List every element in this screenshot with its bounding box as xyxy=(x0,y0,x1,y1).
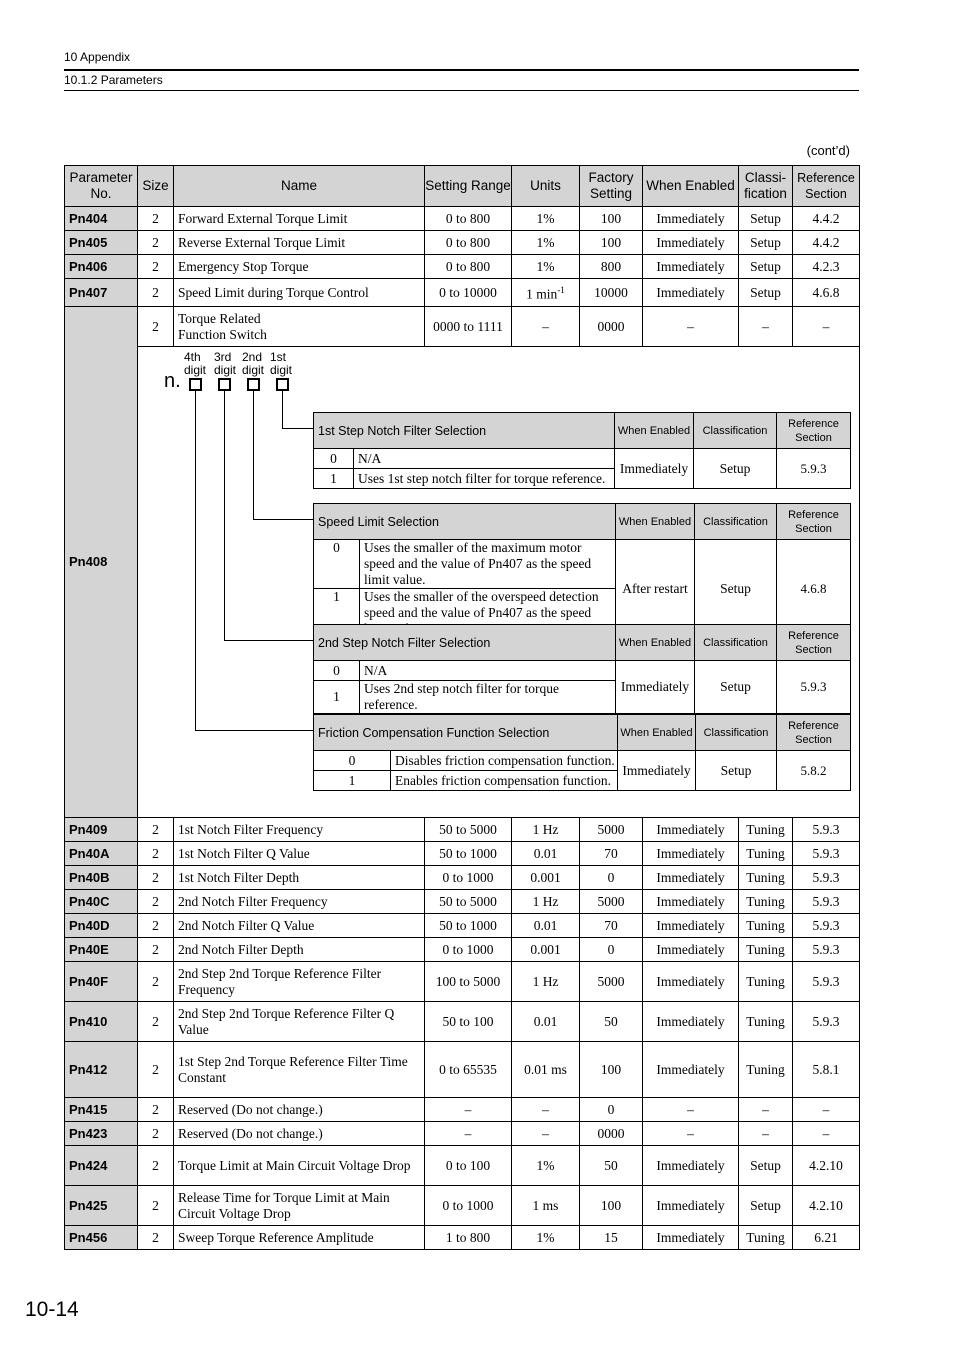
param-no: Pn409 xyxy=(65,818,138,842)
table-row xyxy=(65,1042,860,1098)
param-when: – xyxy=(643,1122,739,1146)
param-size: 2 xyxy=(138,1226,174,1250)
param-class: Setup xyxy=(739,1186,793,1226)
sub-header-ref: Reference Section xyxy=(777,413,851,449)
param-size: 2 xyxy=(138,938,174,962)
param-name: 1st Notch Filter Frequency xyxy=(174,818,425,842)
param-no: Pn425 xyxy=(65,1186,138,1226)
param-class: Setup xyxy=(739,255,793,279)
table-row xyxy=(65,1186,860,1226)
option-desc: Disables friction compensation function. xyxy=(391,751,618,771)
param-no: Pn456 xyxy=(65,1226,138,1250)
col-header-name: Name xyxy=(174,166,425,207)
param-factory: 70 xyxy=(580,914,643,938)
param-name: 1st Notch Filter Depth xyxy=(174,866,425,890)
param-class: Tuning xyxy=(739,1042,793,1098)
subtable-speed-limit xyxy=(313,503,851,638)
table-header-row xyxy=(65,166,860,207)
option-value: 1 xyxy=(314,681,360,714)
connector-digit2-h xyxy=(253,519,313,520)
sub-header-when: When Enabled xyxy=(618,715,696,751)
param-name: 2nd Notch Filter Frequency xyxy=(174,890,425,914)
param-size: 2 xyxy=(138,1098,174,1122)
sub-header-when: When Enabled xyxy=(616,625,695,661)
param-range: 0 to 10000 xyxy=(425,279,512,307)
digit-2-box xyxy=(247,378,260,391)
param-units: 1 Hz xyxy=(512,818,580,842)
col-header-class: Classi- fication xyxy=(739,166,793,207)
col-header-factory: Factory Setting xyxy=(580,166,643,207)
param-when: Immediately xyxy=(643,962,739,1002)
sub-when: Immediately xyxy=(615,449,694,489)
sub-ref: 4.6.8 xyxy=(777,540,851,638)
param-when: Immediately xyxy=(643,1226,739,1250)
param-size: 2 xyxy=(138,1122,174,1146)
connector-digit2 xyxy=(253,391,254,520)
option-desc: Uses 2nd step notch filter for torque reference. xyxy=(360,681,616,714)
pn408-detail-row xyxy=(65,347,860,818)
option-desc: Uses 1st step notch filter for torque reference. xyxy=(354,469,615,489)
table-row xyxy=(65,818,860,842)
param-when: Immediately xyxy=(643,1186,739,1226)
param-factory: 50 xyxy=(580,1146,643,1186)
param-ref: 5.9.3 xyxy=(793,890,860,914)
table-row xyxy=(65,890,860,914)
param-units: 1 ms xyxy=(512,1186,580,1226)
param-range: 50 to 5000 xyxy=(425,890,512,914)
units-exponent: -1 xyxy=(557,285,565,296)
param-units: 0.01 xyxy=(512,1002,580,1042)
param-factory: 0 xyxy=(580,1098,643,1122)
param-units: – xyxy=(512,1098,580,1122)
param-no: Pn405 xyxy=(65,231,138,255)
option-value: 1 xyxy=(314,589,360,638)
connector-digit3-h xyxy=(224,640,313,641)
param-size: 2 xyxy=(138,207,174,231)
param-when: Immediately xyxy=(643,818,739,842)
param-class: Tuning xyxy=(739,914,793,938)
param-when: Immediately xyxy=(643,1002,739,1042)
param-range: – xyxy=(425,1122,512,1146)
param-factory: 100 xyxy=(580,1186,643,1226)
option-desc: Uses the smaller of the maximum motor speed and the value of Pn407 as the speed limit value. xyxy=(360,540,616,589)
param-no: Pn410 xyxy=(65,1002,138,1042)
section-header: 10.1.2 Parameters xyxy=(64,73,163,87)
param-when: Immediately xyxy=(643,842,739,866)
param-no: Pn40C xyxy=(65,890,138,914)
param-name xyxy=(174,307,425,347)
sub-title: Friction Compensation Function Selection xyxy=(314,715,618,751)
param-factory: 70 xyxy=(580,842,643,866)
table-row xyxy=(65,1122,860,1146)
pn408-detail-cell xyxy=(138,347,860,818)
table-row xyxy=(65,279,860,307)
connector-digit3 xyxy=(224,391,225,641)
param-no: Pn423 xyxy=(65,1122,138,1146)
table-row xyxy=(65,1098,860,1122)
param-factory: 0000 xyxy=(580,1122,643,1146)
option-desc: Enables friction compensation function. xyxy=(391,771,618,791)
digit-1-box xyxy=(276,378,289,391)
sub-header-class: Classification xyxy=(695,504,777,540)
param-no: Pn40D xyxy=(65,914,138,938)
param-when: Immediately xyxy=(643,255,739,279)
param-size: 2 xyxy=(138,307,174,347)
param-when: Immediately xyxy=(643,1146,739,1186)
param-size: 2 xyxy=(138,866,174,890)
option-desc: N/A xyxy=(360,661,616,681)
param-range: 50 to 5000 xyxy=(425,818,512,842)
param-size: 2 xyxy=(138,890,174,914)
digit-2-label: 2nd digit xyxy=(242,350,265,377)
digit-3-label: 3rd digit xyxy=(214,350,237,377)
param-factory: 5000 xyxy=(580,962,643,1002)
param-ref: 5.9.3 xyxy=(793,962,860,1002)
param-range: 0 to 1000 xyxy=(425,938,512,962)
param-range: 50 to 1000 xyxy=(425,842,512,866)
col-header-units: Units xyxy=(512,166,580,207)
param-no: Pn412 xyxy=(65,1042,138,1098)
option-value: 0 xyxy=(314,540,360,589)
col-header-size: Size xyxy=(138,166,174,207)
param-ref: – xyxy=(793,307,860,347)
param-factory: 0 xyxy=(580,938,643,962)
param-units: 0.01 xyxy=(512,914,580,938)
option-value: 1 xyxy=(314,771,391,791)
sub-header-class: Classification xyxy=(696,715,777,751)
sub-header-class: Classification xyxy=(694,413,777,449)
param-range: 0 to 800 xyxy=(425,255,512,279)
param-range: 0 to 1000 xyxy=(425,866,512,890)
param-ref: 5.9.3 xyxy=(793,866,860,890)
param-name: Speed Limit during Torque Control xyxy=(174,279,425,307)
option-desc: Uses the smaller of the overspeed detection speed and the value of Pn407 as the speed xyxy=(360,589,616,638)
param-factory: 100 xyxy=(580,231,643,255)
sub-when: After restart xyxy=(616,540,695,638)
param-when: Immediately xyxy=(643,1042,739,1098)
digit-diagram xyxy=(138,347,859,817)
param-factory: 100 xyxy=(580,207,643,231)
table-row xyxy=(65,207,860,231)
digit-4-box xyxy=(189,378,202,391)
sub-class: Setup xyxy=(695,661,777,714)
param-factory: 0 xyxy=(580,866,643,890)
param-units: 1 Hz xyxy=(512,890,580,914)
table-row xyxy=(65,255,860,279)
param-units: 0.01 xyxy=(512,842,580,866)
param-class: Tuning xyxy=(739,890,793,914)
sub-class: Setup xyxy=(695,540,777,638)
param-when: Immediately xyxy=(643,231,739,255)
param-class: Tuning xyxy=(739,818,793,842)
col-header-when: When Enabled xyxy=(643,166,739,207)
param-range: 1 to 800 xyxy=(425,1226,512,1250)
param-units: 1% xyxy=(512,1226,580,1250)
param-no: Pn424 xyxy=(65,1146,138,1186)
table-row-pn408 xyxy=(65,307,860,347)
page-number: 10-14 xyxy=(25,1298,79,1321)
param-factory: 0000 xyxy=(580,307,643,347)
parameters-table xyxy=(64,165,860,1250)
option-desc: N/A xyxy=(354,449,615,469)
param-class: Tuning xyxy=(739,1226,793,1250)
subtable-2nd-notch xyxy=(313,624,851,714)
digit-1-label: 1st digit xyxy=(270,350,293,377)
param-no: Pn407 xyxy=(65,279,138,307)
param-range: – xyxy=(425,1098,512,1122)
digit-3-box xyxy=(218,378,231,391)
param-class: Setup xyxy=(739,231,793,255)
param-range: 100 to 5000 xyxy=(425,962,512,1002)
param-no: Pn406 xyxy=(65,255,138,279)
param-name: Release Time for Torque Limit at Main Circuit Voltage Drop xyxy=(174,1186,425,1226)
param-no: Pn40F xyxy=(65,962,138,1002)
param-when: Immediately xyxy=(643,207,739,231)
table-row xyxy=(65,842,860,866)
units-text: 1 min xyxy=(526,286,558,302)
sub-when: Immediately xyxy=(618,751,696,791)
param-size: 2 xyxy=(138,842,174,866)
param-factory: 50 xyxy=(580,1002,643,1042)
param-name: 1st Step 2nd Torque Reference Filter Time Constant xyxy=(174,1042,425,1098)
param-range: 0000 to 1111 xyxy=(425,307,512,347)
param-name: Emergency Stop Torque xyxy=(174,255,425,279)
connector-digit4 xyxy=(195,391,196,731)
col-header-no: Parameter No. xyxy=(65,166,138,207)
table-row xyxy=(65,938,860,962)
param-ref: – xyxy=(793,1122,860,1146)
param-ref: 4.4.2 xyxy=(793,207,860,231)
param-name: Reserved (Do not change.) xyxy=(174,1098,425,1122)
param-range: 0 to 1000 xyxy=(425,1186,512,1226)
param-name: 2nd Step 2nd Torque Reference Filter Q Value xyxy=(174,1002,425,1042)
param-size: 2 xyxy=(138,1186,174,1226)
digit-4-label: 4th digit xyxy=(184,350,207,377)
param-class: – xyxy=(739,1098,793,1122)
param-range: 0 to 800 xyxy=(425,207,512,231)
param-name: Reverse External Torque Limit xyxy=(174,231,425,255)
param-ref: 4.4.2 xyxy=(793,231,860,255)
param-size: 2 xyxy=(138,279,174,307)
param-no: Pn40A xyxy=(65,842,138,866)
table-row xyxy=(65,1226,860,1250)
table-row xyxy=(65,1002,860,1042)
connector-digit1 xyxy=(282,391,283,429)
param-units: 1% xyxy=(512,207,580,231)
param-name: 1st Notch Filter Q Value xyxy=(174,842,425,866)
param-name: 2nd Notch Filter Q Value xyxy=(174,914,425,938)
param-when: Immediately xyxy=(643,866,739,890)
param-size: 2 xyxy=(138,1042,174,1098)
param-when: – xyxy=(643,1098,739,1122)
param-when: Immediately xyxy=(643,890,739,914)
option-value: 1 xyxy=(314,469,354,489)
param-class: Tuning xyxy=(739,938,793,962)
param-no: Pn40B xyxy=(65,866,138,890)
param-units: 1% xyxy=(512,231,580,255)
param-units: – xyxy=(512,307,580,347)
param-ref: 4.2.10 xyxy=(793,1186,860,1226)
param-size: 2 xyxy=(138,1002,174,1042)
param-ref: 5.9.3 xyxy=(793,818,860,842)
subtable-friction xyxy=(313,714,851,791)
param-units: – xyxy=(512,1122,580,1146)
param-units: 1% xyxy=(512,1146,580,1186)
param-when: – xyxy=(643,307,739,347)
param-size: 2 xyxy=(138,914,174,938)
table-row xyxy=(65,231,860,255)
sub-header-class: Classification xyxy=(695,625,777,661)
sub-ref: 5.9.3 xyxy=(777,661,851,714)
chapter-header: 10 Appendix xyxy=(64,50,131,64)
param-class: – xyxy=(739,1122,793,1146)
param-name: Torque Limit at Main Circuit Voltage Drop xyxy=(174,1146,425,1186)
param-class: Setup xyxy=(739,279,793,307)
param-ref: 5.9.3 xyxy=(793,914,860,938)
param-size: 2 xyxy=(138,231,174,255)
param-no: Pn40E xyxy=(65,938,138,962)
continued-label: (cont’d) xyxy=(806,143,850,158)
sub-title: 2nd Step Notch Filter Selection xyxy=(314,625,616,661)
header-rule-thin xyxy=(64,90,859,91)
table-row xyxy=(65,1146,860,1186)
sub-title: Speed Limit Selection xyxy=(314,504,616,540)
param-class: – xyxy=(739,307,793,347)
param-ref: 4.2.10 xyxy=(793,1146,860,1186)
param-range: 0 to 100 xyxy=(425,1146,512,1186)
param-class: Tuning xyxy=(739,866,793,890)
param-size: 2 xyxy=(138,818,174,842)
param-name: Reserved (Do not change.) xyxy=(174,1122,425,1146)
col-header-range: Setting Range xyxy=(425,166,512,207)
param-range: 50 to 100 xyxy=(425,1002,512,1042)
param-units: 0.01 ms xyxy=(512,1042,580,1098)
param-no: Pn415 xyxy=(65,1098,138,1122)
param-class: Setup xyxy=(739,1146,793,1186)
n-prefix: n. xyxy=(164,370,181,392)
param-factory: 800 xyxy=(580,255,643,279)
connector-digit4-h xyxy=(195,730,313,731)
param-units: 1 Hz xyxy=(512,962,580,1002)
param-units: 1% xyxy=(512,255,580,279)
param-no: Pn408 xyxy=(65,307,138,818)
sub-ref: 5.9.3 xyxy=(777,449,851,489)
param-factory: 5000 xyxy=(580,890,643,914)
sub-header-when: When Enabled xyxy=(616,504,695,540)
table-row xyxy=(65,866,860,890)
table-row xyxy=(65,914,860,938)
param-range: 50 to 1000 xyxy=(425,914,512,938)
param-when: Immediately xyxy=(643,279,739,307)
param-range: 0 to 800 xyxy=(425,231,512,255)
param-name: Forward External Torque Limit xyxy=(174,207,425,231)
table-row xyxy=(65,962,860,1002)
sub-when: Immediately xyxy=(616,661,695,714)
sub-class: Setup xyxy=(694,449,777,489)
param-ref: 5.9.3 xyxy=(793,842,860,866)
param-ref: 4.6.8 xyxy=(793,279,860,307)
param-class: Tuning xyxy=(739,842,793,866)
param-when: Immediately xyxy=(643,914,739,938)
param-name-line2: Function Switch xyxy=(178,326,267,342)
param-ref: – xyxy=(793,1098,860,1122)
option-value: 0 xyxy=(314,661,360,681)
param-ref: 5.8.1 xyxy=(793,1042,860,1098)
sub-ref: 5.8.2 xyxy=(777,751,851,791)
param-ref: 5.9.3 xyxy=(793,938,860,962)
param-size: 2 xyxy=(138,1146,174,1186)
sub-class: Setup xyxy=(696,751,777,791)
sub-header-when: When Enabled xyxy=(615,413,694,449)
param-when: Immediately xyxy=(643,938,739,962)
param-size: 2 xyxy=(138,962,174,1002)
param-units xyxy=(512,279,580,307)
param-class: Tuning xyxy=(739,1002,793,1042)
param-factory: 100 xyxy=(580,1042,643,1098)
sub-header-ref: Reference Section xyxy=(777,715,851,751)
subtable-1st-notch xyxy=(313,412,851,489)
param-name: 2nd Step 2nd Torque Reference Filter Frequency xyxy=(174,962,425,1002)
connector-digit1-h xyxy=(282,428,313,429)
param-no: Pn404 xyxy=(65,207,138,231)
param-class: Setup xyxy=(739,207,793,231)
param-ref: 5.9.3 xyxy=(793,1002,860,1042)
option-value: 0 xyxy=(314,449,354,469)
param-ref: 4.2.3 xyxy=(793,255,860,279)
param-ref: 6.21 xyxy=(793,1226,860,1250)
param-factory: 10000 xyxy=(580,279,643,307)
param-factory: 15 xyxy=(580,1226,643,1250)
header-rule xyxy=(64,69,859,71)
param-factory: 5000 xyxy=(580,818,643,842)
param-units: 0.001 xyxy=(512,938,580,962)
param-units: 0.001 xyxy=(512,866,580,890)
sub-title: 1st Step Notch Filter Selection xyxy=(314,413,615,449)
sub-header-ref: Reference Section xyxy=(777,625,851,661)
param-name-line1: Torque Related xyxy=(178,310,261,326)
sub-header-ref: Reference Section xyxy=(777,504,851,540)
col-header-ref: Reference Section xyxy=(793,166,860,207)
param-name: Sweep Torque Reference Amplitude xyxy=(174,1226,425,1250)
param-class: Tuning xyxy=(739,962,793,1002)
option-value: 0 xyxy=(314,751,391,771)
param-size: 2 xyxy=(138,255,174,279)
param-range: 0 to 65535 xyxy=(425,1042,512,1098)
param-name: 2nd Notch Filter Depth xyxy=(174,938,425,962)
